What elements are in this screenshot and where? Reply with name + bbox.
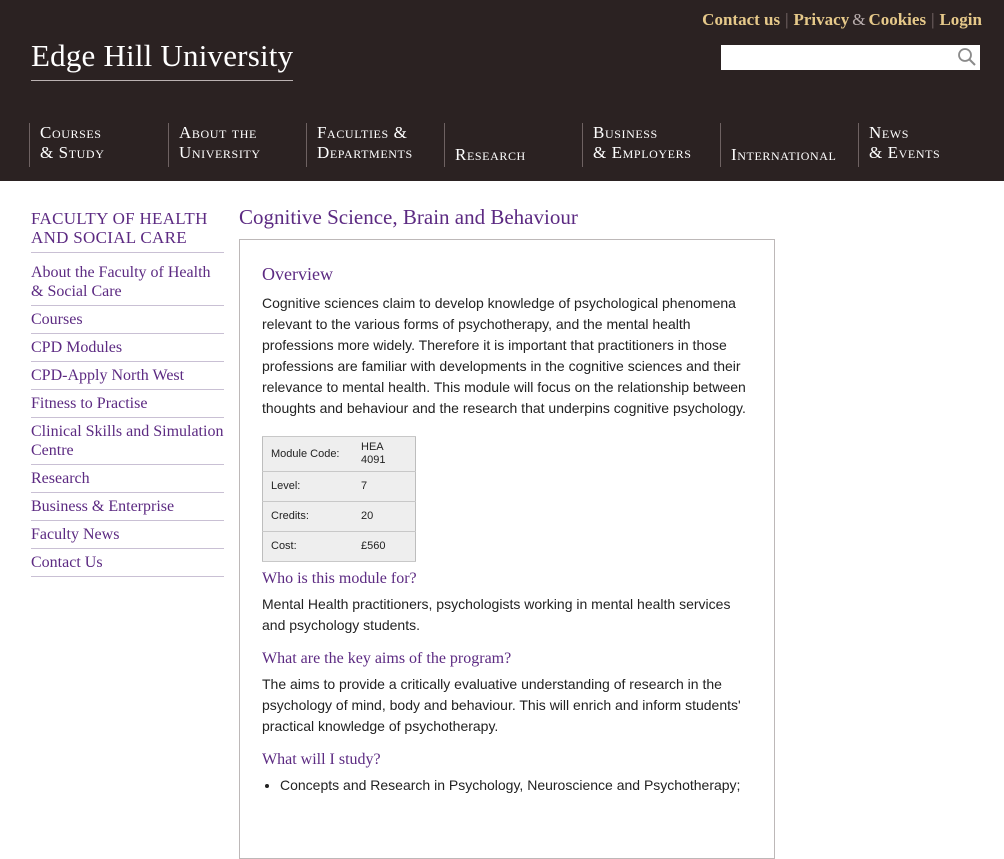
table-key: Module Code: (263, 437, 354, 472)
sidebar-item-fitness-to-practise[interactable]: Fitness to Practise (31, 395, 148, 412)
page-title: Cognitive Science, Brain and Behaviour (239, 205, 578, 229)
sidebar-item-courses[interactable]: Courses (31, 311, 83, 328)
sidebar-item-cpd-modules[interactable]: CPD Modules (31, 339, 123, 356)
nav-courses-study[interactable] (29, 123, 168, 167)
overview-text: Cognitive sciences claim to develop knowledge of psychological phenomena relevant to the various forms of psychotherapy, and the mental health professions more widely. Therefore it is important that practitioners in those professions are familiar with developments in the cognitive sciences and their relevance to mental health. This module will focus on the relationship between thoughts and behaviour and the research that underpins cognitive psychology. (262, 295, 746, 416)
nav-line: & Events (869, 143, 941, 162)
table-row (263, 532, 416, 562)
list-item: • Concepts and Research in Psychology, Neuroscience and Psychotherapy; (280, 775, 752, 796)
sidebar (31, 209, 224, 577)
nav-line: & Employers (593, 143, 692, 162)
table-value: 20 (353, 502, 416, 532)
table-row (263, 472, 416, 502)
sidebar-item (31, 418, 224, 465)
sidebar-menu (31, 253, 224, 577)
module-info-table (262, 436, 416, 562)
table-value: HEA 4091 (353, 437, 416, 472)
contact-us-link[interactable]: Contact us (702, 10, 781, 29)
sidebar-item (31, 465, 224, 493)
nav-about-university[interactable] (168, 123, 306, 167)
overview-heading: Overview (262, 264, 333, 284)
ampersand: & (852, 10, 866, 29)
nav-line: Faculties & (317, 123, 408, 142)
nav-research[interactable] (444, 123, 582, 167)
nav-line: International (731, 145, 837, 164)
sidebar-item (31, 493, 224, 521)
table-row (263, 502, 416, 532)
nav-line: Research (455, 145, 526, 164)
sidebar-item (31, 253, 224, 306)
nav-line: & Study (40, 143, 105, 162)
table-key: Cost: (263, 532, 354, 562)
sidebar-item-cpd-apply[interactable]: CPD-Apply North West (31, 367, 185, 384)
search-icon[interactable] (957, 47, 977, 67)
privacy-link[interactable]: Privacy (793, 10, 850, 29)
content-box (239, 239, 775, 859)
nav-news-events[interactable] (858, 123, 978, 167)
nav-line: Departments (317, 143, 413, 162)
nav-international[interactable] (720, 123, 858, 167)
cookies-link[interactable]: Cookies (868, 10, 927, 29)
aims-heading: What are the key aims of the program? (262, 650, 512, 667)
table-key: Level: (263, 472, 354, 502)
table-row (263, 437, 416, 472)
sidebar-item (31, 521, 224, 549)
nav-faculties-departments[interactable] (306, 123, 444, 167)
aims-text: The aims to provide a critically evaluative understanding of research in the psychology of mind, body and behaviour. This will enrich and inform students' practical knowledge of psychotherapy. (262, 676, 741, 734)
nav-line: About the (179, 123, 257, 142)
study-heading: What will I study? (262, 751, 381, 768)
nav-line: University (179, 143, 261, 162)
utility-links (702, 10, 982, 30)
sidebar-item-contact-us[interactable]: Contact Us (31, 554, 103, 571)
sidebar-item (31, 362, 224, 390)
table-value: 7 (353, 472, 416, 502)
nav-business-employers[interactable] (582, 123, 720, 167)
search-box (721, 45, 980, 70)
sidebar-item-clinical-skills[interactable]: Clinical Skills and Simulation Centre (31, 423, 224, 459)
sidebar-heading[interactable]: FACULTY OF HEALTH AND SOCIAL CARE (31, 209, 224, 253)
sidebar-item-about-faculty[interactable]: About the Faculty of Health & Social Care (31, 264, 211, 300)
sidebar-item (31, 549, 224, 577)
login-link[interactable]: Login (939, 10, 982, 29)
table-key: Credits: (263, 502, 354, 532)
sidebar-item-faculty-news[interactable]: Faculty News (31, 526, 120, 543)
sidebar-item-research[interactable]: Research (31, 470, 90, 487)
sidebar-item (31, 334, 224, 362)
study-list (262, 775, 752, 796)
table-value: £560 (353, 532, 416, 562)
nav-line: Business (593, 123, 658, 142)
nav-line: News (869, 123, 910, 142)
sidebar-item-business-enterprise[interactable]: Business & Enterprise (31, 498, 175, 515)
who-text: Mental Health practitioners, psychologists working in mental health services and psychology students. (262, 596, 731, 633)
who-heading: Who is this module for? (262, 570, 417, 587)
sidebar-item (31, 306, 224, 334)
nav-line: Courses (40, 123, 102, 142)
divider: | (785, 10, 789, 29)
divider: | (931, 10, 935, 29)
site-header (0, 0, 1004, 181)
sidebar-item (31, 390, 224, 418)
site-logo[interactable]: Edge Hill University (31, 38, 293, 81)
search-input[interactable] (725, 46, 954, 71)
